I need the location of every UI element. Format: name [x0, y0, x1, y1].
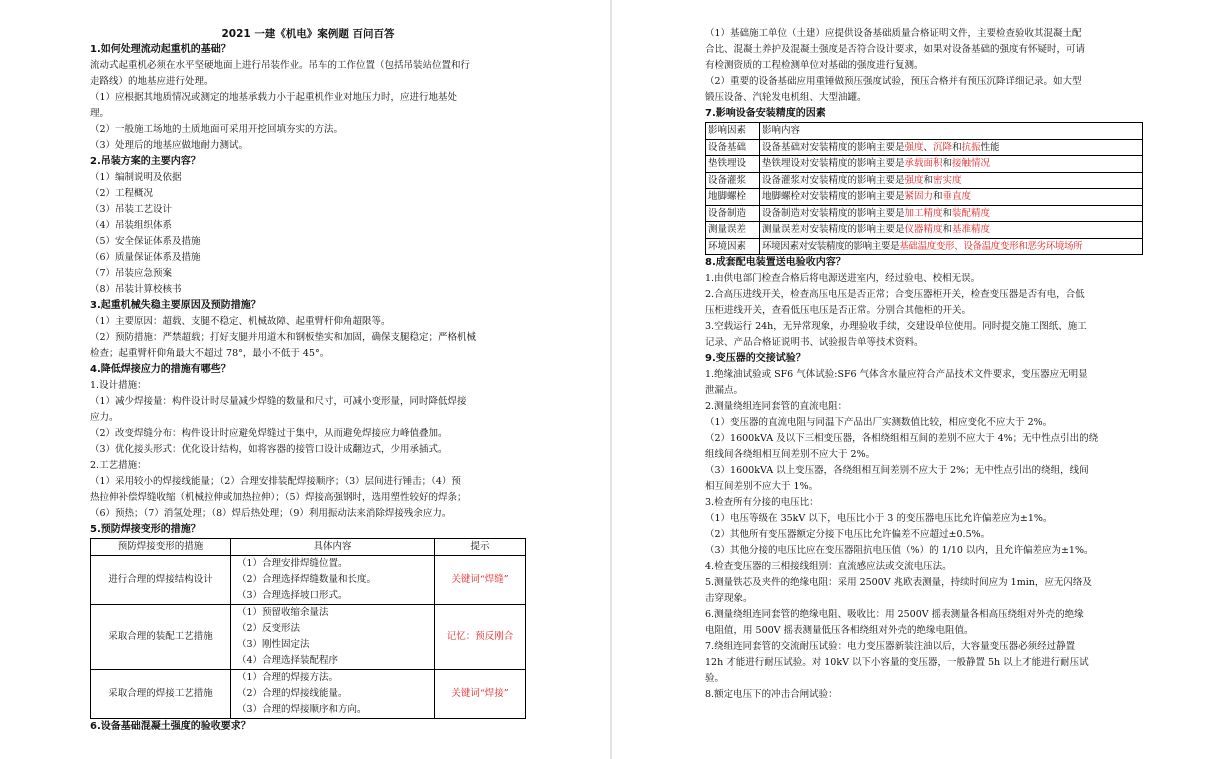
table-header-cell: 提示 — [435, 539, 526, 556]
impact-keyword: 强度 — [904, 141, 924, 153]
paragraph-line: （2）1600kVA 及以下三相变压器，各相绕组相互间的差别不应大于 4%；无中性点引出的绕 — [705, 433, 1099, 444]
impact-cell — [760, 205, 1143, 222]
factor-cell: 设备灌浆 — [706, 172, 760, 189]
hint-cell: 关键词“焊接” — [435, 670, 526, 719]
impact-cell — [760, 156, 1143, 173]
factor-cell: 设备制造 — [706, 205, 760, 222]
table-row — [706, 139, 1143, 156]
section-9 — [705, 351, 1143, 703]
paragraph-line: 电阻值，用 500V 摇表测量低压各相绕组对外壳的绝缘电阻值。 — [705, 625, 974, 636]
impact-prefix: 设备制造对安装精度的影响主要是 — [762, 207, 905, 219]
impact-keyword: 仪器精度 — [904, 224, 943, 235]
content-item: （3）合理的焊接顺序和方向。 — [237, 704, 367, 715]
section-6-heading: 6.设备基础混凝土强度的验收要求？ — [90, 721, 251, 732]
section-7-heading: 7.影响设备安装精度的因素 — [705, 108, 826, 119]
content-item: （4）合理选择装配程序 — [237, 655, 339, 666]
paragraph-line: （1）变压器的直流电阻与同温下产品出厂实测数值比较，相应变化不应大于 2%。 — [705, 417, 1053, 428]
content-cell — [231, 605, 435, 670]
table-row — [706, 222, 1143, 239]
factor-cell: 测量误差 — [706, 222, 760, 239]
impact-prefix: 地脚螺栓对安装精度的影响主要是 — [762, 191, 905, 202]
paragraph-line: 击穿现象。 — [705, 593, 753, 604]
table-header-cell: 预防焊接变形的措施 — [91, 539, 231, 556]
paragraph-line: 合比、混凝土养护及混凝土强度是否符合设计要求，如果对设备基础的强度有怀疑时，可请 — [705, 44, 1086, 55]
paragraph-line: 1.由供电部门检查合格后将电源送进室内，经过验电、校相无误。 — [705, 273, 981, 284]
impact-keyword: 紧固力 — [904, 191, 934, 202]
impact-keyword: 承载面积 — [904, 158, 943, 169]
paragraph-line: 压柜进线开关，查看低压电压是否正常。分别合其他柜的开关。 — [705, 305, 972, 316]
content-item: （3）刚性固定法 — [237, 639, 310, 650]
paragraph-line: 泄漏点。 — [705, 385, 744, 396]
paragraph-line: 理。 — [90, 108, 110, 119]
content-item: （2）反变形法 — [237, 623, 301, 634]
section-5 — [90, 522, 526, 719]
paragraph-line: 2.测量绕组连同套管的直流电阻： — [705, 401, 848, 412]
section-4 — [90, 362, 526, 522]
impact-keyword: 接触情况 — [952, 158, 991, 169]
table-row — [706, 189, 1143, 206]
impact-keyword: 装配精度 — [952, 207, 991, 219]
impact-separator: 和 — [942, 158, 953, 169]
impact-keyword: 基础温度变形 — [899, 240, 955, 252]
table-header-cell: 具体内容 — [231, 539, 435, 556]
paragraph-line: 有检测资质的工程检测单位对基础的强度进行复测。 — [705, 60, 924, 71]
section-9-heading: 9.变压器的交接试验？ — [705, 353, 806, 364]
paragraph-line: （1）电压等级在 35kV 以下，电压比小于 3 的变压器电压比允许偏差应为±1%。 — [705, 513, 1053, 524]
section-4-heading: 4.降低焊接应力的措施有哪些？ — [90, 364, 231, 375]
impact-prefix: 垫铁埋设对安装精度的影响主要是 — [762, 158, 905, 169]
content-item: （3）合理选择坡口形式。 — [237, 590, 348, 601]
paragraph-line: （2）预防措施：严禁超载；打好支腿并用道木和钢板垫实和加固，确保支腿稳定；严格机械 — [90, 332, 477, 343]
impact-separator: 和 — [952, 141, 962, 153]
factor-cell: 地脚螺栓 — [706, 189, 760, 206]
impact-separator: 和 — [933, 191, 943, 202]
paragraph-line: （3）优化接头形式：优化设计结构，如将容器的接管口设计成翻边式，少用承插式。 — [90, 444, 448, 455]
impact-prefix: 测量误差对安装精度的影响主要是 — [762, 224, 905, 235]
paragraph-line: 3.空载运行 24h，无异常现象，办理验收手续，交建设单位使用。同时提交施工图纸、施工 — [705, 321, 1087, 332]
impact-keyword: 抗振 — [961, 141, 981, 153]
content-item: （1）预留收缩余量法 — [237, 607, 329, 618]
paragraph-line: 验。 — [705, 673, 725, 684]
paragraph-line: （3）处理后的地基应做地耐力测试。 — [90, 140, 249, 151]
table-row — [91, 556, 526, 605]
impact-keyword: 加工精度 — [904, 207, 943, 219]
impact-prefix: 设备灌浆对安装精度的影响主要是 — [762, 174, 905, 186]
impact-separator: 、 — [923, 141, 934, 153]
impact-keyword: 密实度 — [933, 174, 962, 186]
impact-suffix: 性能 — [980, 141, 1000, 153]
impact-keyword: 沉降 — [933, 141, 953, 153]
paragraph-line: （3）1600kVA 以上变压器，各绕组相互间差别不应大于 2%；无中性点引出的绕组，线间 — [705, 465, 1089, 476]
section-2-heading: 2.吊装方案的主要内容？ — [90, 156, 201, 167]
content-item: （1）合理的焊接方法。 — [237, 672, 339, 683]
paragraph-line: 4.检查变压器的三相接线组别：直流感应法或交流电压法。 — [705, 561, 952, 572]
measure-cell: 采取合理的装配工艺措施 — [91, 605, 231, 670]
table-row — [706, 156, 1143, 173]
content-item: （2）合理选择焊缝数量和长度。 — [237, 574, 377, 585]
table-header-cell: 影响内容 — [760, 123, 1143, 140]
paragraph-line: （1）基础施工单位（土建）应提供设备基础质量合格证明文件，主要检查验收其混凝土配 — [705, 28, 1082, 39]
paragraph-line: （6）预热；（7）消氢处理；（8）焊后热处理；（9）利用振动法来消除焊接残余应力。 — [90, 508, 452, 519]
list-item: （6）质量保证体系及措施 — [90, 252, 201, 263]
table-row — [706, 172, 1143, 189]
paragraph-line: 6.测量绕组连同套管的绝缘电阻、吸收比：用 2500V 摇表测量各相高压绕组对外壳的绝缘 — [705, 609, 1084, 620]
impact-keyword: 恶劣环境场所 — [1027, 240, 1083, 252]
paragraph-line: （1）主要原因：超载、支腿不稳定、机械故障、起重臂杆仰角超限等。 — [90, 316, 391, 327]
section-3 — [90, 298, 526, 362]
impact-cell — [760, 172, 1143, 189]
impact-cell — [760, 238, 1143, 255]
list-item: （1）编制说明及依据 — [90, 172, 182, 183]
factor-cell: 垫铁埋设 — [706, 156, 760, 173]
hint-cell: 关键词“焊缝” — [435, 556, 526, 605]
list-item: （2）工程概况 — [90, 188, 154, 199]
table-row — [706, 238, 1143, 255]
paragraph-line: 1.设计措施： — [90, 380, 147, 391]
section-3-heading: 3.起重机械失稳主要原因及预防措施？ — [90, 300, 261, 311]
impact-keyword: 垂直度 — [942, 191, 972, 202]
impact-separator: 和 — [1018, 240, 1028, 252]
table-header-cell: 影响因素 — [706, 123, 760, 140]
list-item: （7）吊装应急预案 — [90, 268, 173, 279]
table-header-row — [706, 123, 1143, 140]
table-row — [91, 605, 526, 670]
paragraph-line: （2）改变焊缝分布：构件设计时应避免焊缝过于集中，从而避免焊接应力峰值叠加。 — [90, 428, 448, 439]
paragraph-line: （1）采用较小的焊接线能量；（2）合理安排装配焊接顺序；（3）层间进行锤击；（4）预 — [90, 476, 461, 487]
paragraph-line: 检查；起重臂杆仰角最大不超过 78°，最小不低于 45°。 — [90, 348, 330, 359]
paragraph-line: 流动式起重机必须在水平坚硬地面上进行吊装作业。吊车的工作位置（包括吊装站位置和行 — [90, 60, 471, 71]
paragraph-line: 2.合高压进线开关，检查高压电压是否正常；合变压器柜开关，检查变压器是否有电，合低 — [705, 289, 1085, 300]
section-2 — [90, 154, 526, 298]
paragraph-line: 2.工艺措施： — [90, 460, 147, 471]
paragraph-line: 组线间各绕组相互间差别不应大于 2%。 — [705, 449, 876, 460]
paragraph-line: （1）应根据其地质情况或测定的地基承载力小于起重机作业对地压力时，应进行地基处 — [90, 92, 458, 103]
impact-keyword: 设备温度变形 — [963, 240, 1019, 252]
table-row — [706, 205, 1143, 222]
paragraph-line: （2）重要的设备基础应用重锤做预压强度试验，预压合格并有预压沉降详细记录。如大型 — [705, 76, 1082, 87]
impact-keyword: 基准精度 — [952, 224, 991, 235]
paragraph-line: （1）减少焊接量：构件设计时尽量减少焊缝的数量和尺寸，可减小变形量，同时降低焊接 — [90, 396, 467, 407]
content-cell — [231, 556, 435, 605]
paragraph-line: （2）一般施工场地的土质地面可采用开挖回填夯实的方法。 — [90, 124, 344, 135]
section-1-heading: 1.如何处理流动起重机的基础？ — [90, 44, 231, 55]
impact-keyword: 强度 — [904, 174, 924, 186]
paragraph-line: 应力。 — [90, 412, 119, 423]
paragraph-line: 1.绝缘油试验或 SF6 气体试验:SF6 气体含水量应符合产品技术文件要求，变压器应无明显 — [705, 369, 1088, 380]
installation-precision-table — [705, 122, 1143, 255]
paragraph-line: 5.测量铁芯及夹件的绝缘电阻：采用 2500V 兆欧表测量，持续时间应为 1min，应无闪络及 — [705, 577, 1092, 588]
paragraph-line: 记录、产品合格证说明书、试验报告单等技术资料。 — [705, 337, 924, 348]
paragraph-line: 热拉伸补偿焊缝收缩（机械拉伸或加热拉伸）；（5）焊接高强钢时，选用塑性较好的焊条； — [90, 492, 467, 503]
impact-separator: 和 — [942, 224, 953, 235]
section-1 — [90, 42, 526, 154]
section-5-heading: 5.预防焊接变形的措施？ — [90, 524, 201, 535]
content-item: （1）合理安排焊缝位置。 — [237, 558, 348, 569]
section-6 — [90, 719, 526, 735]
section-6-continued — [705, 26, 1143, 106]
right-page — [612, 0, 1222, 759]
measure-cell: 采取合理的焊接工艺措施 — [91, 670, 231, 719]
section-7 — [705, 106, 1143, 255]
paragraph-line: 相互间差别不应大于 1%。 — [705, 481, 819, 492]
table-header-row — [91, 539, 526, 556]
list-item: （3）吊装工艺设计 — [90, 204, 173, 215]
paragraph-line: 锻压设备、汽轮发电机组、大型油罐。 — [705, 92, 867, 103]
list-item: （8）吊装计算校核书 — [90, 284, 182, 295]
paragraph-line: 8.额定电压下的冲击合闸试验： — [705, 689, 838, 700]
impact-separator: 、 — [954, 240, 964, 252]
paragraph-line: （3）其他分接的电压比应在变压器阻抗电压值（%）的 1/10 以内，且允许偏差应为±1%。 — [705, 545, 1094, 556]
impact-separator: 和 — [942, 207, 953, 219]
impact-cell — [760, 222, 1143, 239]
impact-prefix: 环境因素对安装精度的影响主要是 — [762, 240, 900, 252]
paragraph-line: 7.绕组连同套管的交流耐压试验：电力变压器新装注油以后，大容量变压器必须经过静置 — [705, 641, 1076, 652]
content-cell — [231, 670, 435, 719]
impact-cell — [760, 189, 1143, 206]
document-title: 2021 一建《机电》案例题 百问百答 — [221, 28, 395, 40]
paragraph-line: （2）其他所有变压器额定分接下电压比允许偏差不应超过±0.5%。 — [705, 529, 991, 540]
factor-cell: 环境因素 — [706, 238, 760, 255]
impact-separator: 和 — [923, 174, 934, 186]
factor-cell: 设备基础 — [706, 139, 760, 156]
section-8 — [705, 255, 1143, 351]
paragraph-line: 12h 才能进行耐压试验。对 10kV 以下小容量的变压器，一般静置 5h 以上才能进行耐压试 — [705, 657, 1089, 668]
impact-prefix: 设备基础对安装精度的影响主要是 — [762, 141, 905, 153]
impact-cell — [760, 139, 1143, 156]
hint-cell: 记忆：预反刚合 — [435, 605, 526, 670]
paragraph-line: 走路线）的地基应进行处理。 — [90, 76, 214, 87]
section-8-heading: 8.成套配电装置送电验收内容？ — [705, 257, 846, 268]
welding-deformation-table — [90, 538, 526, 719]
list-item: （5）安全保证体系及措施 — [90, 236, 201, 247]
paragraph-line: 3.检查所有分接的电压比： — [705, 497, 819, 508]
list-item: （4）吊装组织体系 — [90, 220, 173, 231]
measure-cell: 进行合理的焊接结构设计 — [91, 556, 231, 605]
table-row — [91, 670, 526, 719]
content-item: （2）合理的焊接线能量。 — [237, 688, 348, 699]
left-page — [0, 0, 610, 759]
